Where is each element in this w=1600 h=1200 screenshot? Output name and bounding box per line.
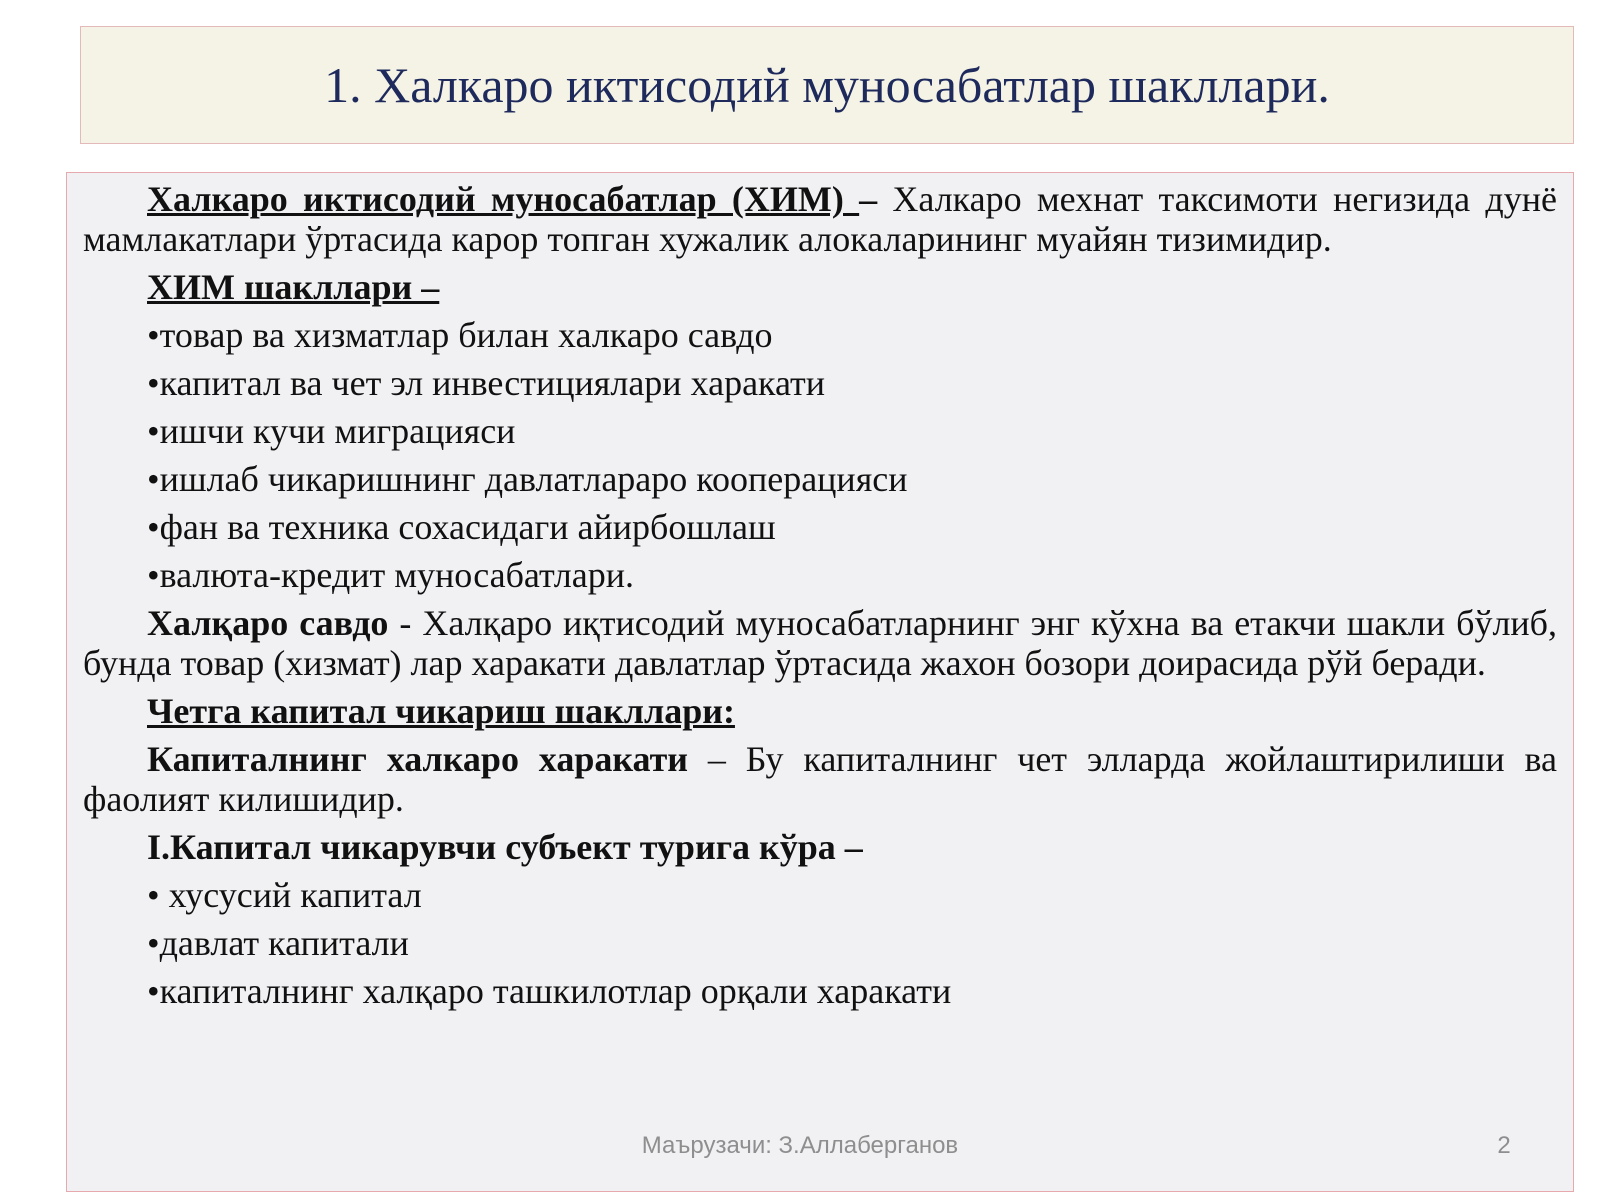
trade-paragraph bbox=[83, 603, 1557, 683]
subject-list-item: •давлат капитали bbox=[147, 923, 409, 963]
subject-heading: I.Капитал чикарувчи субъект турига кўра – bbox=[147, 827, 863, 867]
trade-text: - Халқаро иқтисодий муносабатларнинг энг кўхна ва етакчи шакли бўлиб, бунда товар (хизмат) лар харакати давлатлар ўртасида жахон бозори доирасида рўй беради. bbox=[83, 603, 1557, 683]
forms-list-item: •капитал ва чет эл инвестициялари харакати bbox=[147, 363, 826, 403]
definition-term: Халкаро иктисодий муносабатлар (ХИМ) bbox=[147, 179, 860, 219]
subject-list-item: •капиталнинг халқаро ташкилотлар орқали харакати bbox=[147, 971, 952, 1011]
definition-dash: – bbox=[859, 179, 878, 219]
forms-list-item: •валюта-кредит муносабатлари. bbox=[147, 555, 635, 595]
slide-title: 1. Халкаро иктисодий муносабатлар шакллари. bbox=[324, 57, 1330, 113]
slide-content-box bbox=[66, 172, 1574, 1192]
forms-list-item: •товар ва хизматлар билан халкаро савдо bbox=[147, 315, 773, 355]
capital-movement-paragraph bbox=[83, 739, 1557, 819]
slide-title-box bbox=[80, 26, 1574, 144]
definition-paragraph bbox=[83, 179, 1557, 259]
page-number: 2 bbox=[1497, 1132, 1511, 1159]
slide-content bbox=[83, 179, 1557, 1019]
trade-term: Халқаро савдо bbox=[147, 603, 389, 643]
definition-text: Халкаро мехнат таксимоти негизида дунё мамлакатлари ўртасида карор топган хужалик алокаларининг муайян тизимидир. bbox=[83, 179, 1557, 259]
capital-movement-text: – Бу капиталнинг чет элларда жойлаштирилиши ва фаолият килишидир. bbox=[83, 739, 1558, 819]
capital-export-heading: Четга капитал чикариш шакллари: bbox=[147, 691, 735, 731]
subject-list-item: • хусусий капитал bbox=[147, 875, 422, 915]
forms-list-item: •фан ва техника сохасидаги айирбошлаш bbox=[147, 507, 776, 547]
forms-list-item: •ишчи кучи миграцияси bbox=[147, 411, 516, 451]
capital-movement-term: Капиталнинг халкаро харакати bbox=[147, 739, 689, 779]
footer-author: Маърузачи: З.Аллаберганов bbox=[641, 1132, 959, 1159]
forms-list-item: •ишлаб чикаришнинг давлатлараро кооперацияси bbox=[147, 459, 908, 499]
forms-heading: ХИМ шакллари – bbox=[147, 267, 440, 307]
